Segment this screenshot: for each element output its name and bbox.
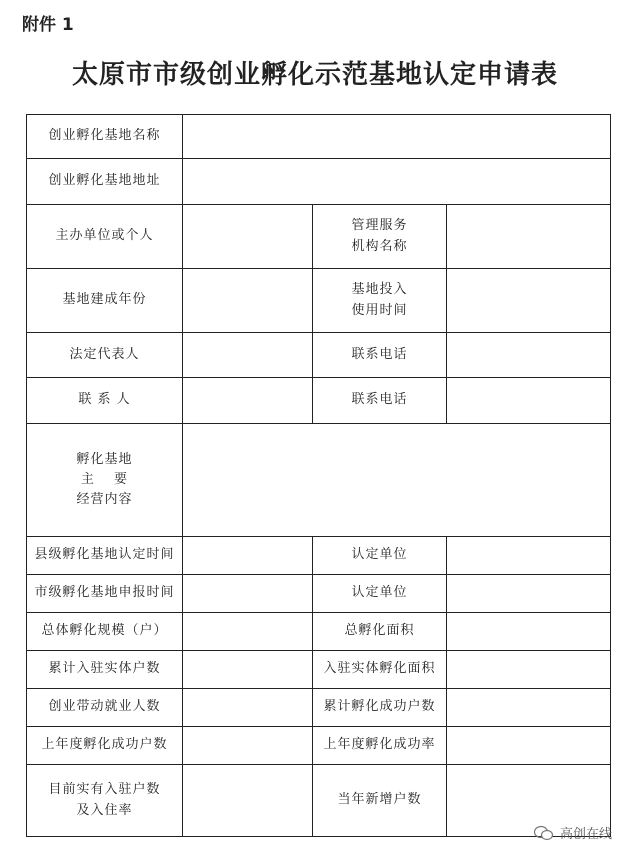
- label-cum-success: 累计孵化成功户数: [313, 689, 447, 727]
- field-county-time[interactable]: [183, 537, 313, 575]
- field-built-year[interactable]: [183, 269, 313, 333]
- field-last-success[interactable]: [183, 727, 313, 765]
- field-cert-unit-1[interactable]: [447, 537, 611, 575]
- field-phone-1[interactable]: [447, 333, 611, 378]
- label-current-tenants: 目前实有入驻户数 及入住率: [27, 765, 183, 837]
- label-base-address: 创业孵化基地地址: [27, 159, 183, 205]
- field-legal-rep[interactable]: [183, 333, 313, 378]
- field-cert-unit-2[interactable]: [447, 575, 611, 613]
- label-cum-tenants: 累计入驻实体户数: [27, 651, 183, 689]
- label-cert-unit-2: 认定单位: [313, 575, 447, 613]
- field-city-time[interactable]: [183, 575, 313, 613]
- label-city-time: 市级孵化基地申报时间: [27, 575, 183, 613]
- field-in-use-time[interactable]: [447, 269, 611, 333]
- label-sponsor: 主办单位或个人: [27, 205, 183, 269]
- field-last-rate[interactable]: [447, 727, 611, 765]
- label-scale: 总体孵化规模（户）: [27, 613, 183, 651]
- label-county-time: 县级孵化基地认定时间: [27, 537, 183, 575]
- label-area: 总孵化面积: [313, 613, 447, 651]
- label-mgmt-org: 管理服务 机构名称: [313, 205, 447, 269]
- field-phone-2[interactable]: [447, 378, 611, 424]
- field-jobs[interactable]: [183, 689, 313, 727]
- field-area[interactable]: [447, 613, 611, 651]
- label-last-success: 上年度孵化成功户数: [27, 727, 183, 765]
- label-new-this-year: 当年新增户数: [313, 765, 447, 837]
- label-tenant-area: 入驻实体孵化面积: [313, 651, 447, 689]
- label-phone-2: 联系电话: [313, 378, 447, 424]
- label-business: 孵化基地 主 要 经营内容: [27, 424, 183, 537]
- label-in-use-time: 基地投入 使用时间: [313, 269, 447, 333]
- field-current-tenants[interactable]: [183, 765, 313, 837]
- annex-label: 附件 1: [22, 15, 74, 35]
- label-base-name: 创业孵化基地名称: [27, 115, 183, 159]
- field-base-address[interactable]: [183, 159, 611, 205]
- field-mgmt-org[interactable]: [447, 205, 611, 269]
- label-contact: 联 系 人: [27, 378, 183, 424]
- label-built-year: 基地建成年份: [27, 269, 183, 333]
- label-cert-unit-1: 认定单位: [313, 537, 447, 575]
- field-base-name[interactable]: [183, 115, 611, 159]
- watermark-text: 高创在线: [559, 827, 612, 842]
- watermark: [534, 823, 612, 842]
- application-form-table: [26, 114, 611, 837]
- label-legal-rep: 法定代表人: [27, 333, 183, 378]
- field-cum-tenants[interactable]: [183, 651, 313, 689]
- form-title: 太原市市级创业孵化示范基地认定申请表: [71, 60, 558, 90]
- chat-bubble-icon: [534, 825, 554, 841]
- field-cum-success[interactable]: [447, 689, 611, 727]
- field-sponsor[interactable]: [183, 205, 313, 269]
- field-scale[interactable]: [183, 613, 313, 651]
- label-jobs: 创业带动就业人数: [27, 689, 183, 727]
- field-business[interactable]: [183, 424, 611, 537]
- label-phone-1: 联系电话: [313, 333, 447, 378]
- field-contact[interactable]: [183, 378, 313, 424]
- field-tenant-area[interactable]: [447, 651, 611, 689]
- label-last-rate: 上年度孵化成功率: [313, 727, 447, 765]
